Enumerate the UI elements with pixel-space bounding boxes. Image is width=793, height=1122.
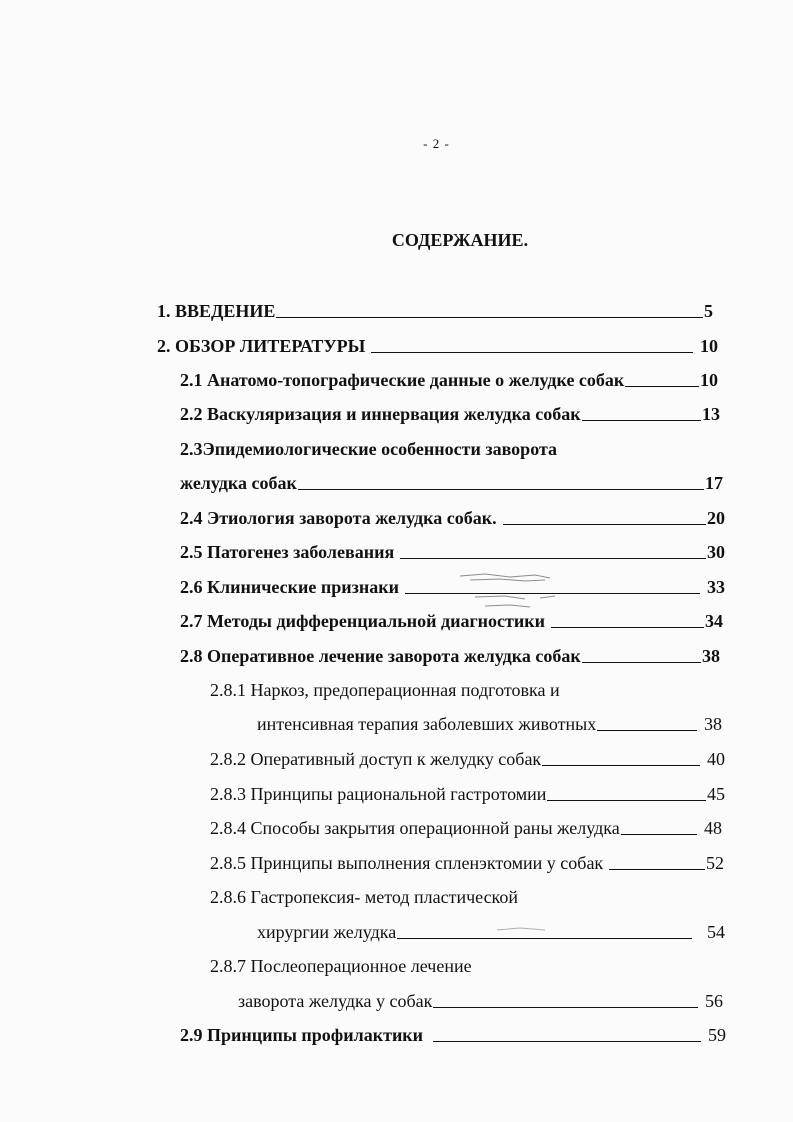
toc-entry-text: 2.8.2 Оперативный доступ к желудку собак bbox=[210, 749, 542, 769]
leader-line bbox=[371, 352, 693, 353]
toc-entry-2-5 bbox=[180, 541, 725, 563]
toc-page-number: 45 bbox=[707, 784, 725, 804]
toc-entry-2-6 bbox=[180, 576, 725, 598]
leader-line bbox=[621, 834, 697, 835]
toc-entry-text: 2.6 Клинические признаки bbox=[180, 577, 399, 597]
toc-entry-2-2 bbox=[180, 403, 720, 425]
toc-page-number: 54 bbox=[707, 922, 725, 942]
toc-page-number: 33 bbox=[707, 577, 725, 597]
leader-line bbox=[503, 524, 706, 525]
toc-entry-text: желудка собак bbox=[180, 473, 297, 493]
toc-entry-2-8-1-line1 bbox=[210, 679, 560, 701]
toc-entry-2-9 bbox=[180, 1024, 726, 1046]
toc-entry-text: 2.1 Анатомо-топографические данные о желудке собак bbox=[180, 370, 625, 390]
toc-page-number: 5 bbox=[704, 301, 713, 321]
leader-line bbox=[597, 730, 697, 731]
leader-line bbox=[433, 1007, 698, 1008]
toc-entry-text: 2.8.4 Способы закрытия операционной раны желудка bbox=[210, 818, 620, 838]
toc-page-number: 20 bbox=[707, 508, 725, 528]
toc-entry-2-8-2 bbox=[210, 748, 725, 770]
scan-smudge bbox=[495, 922, 555, 936]
toc-entry-text: 2.7 Методы дифференциальной диагностики bbox=[180, 611, 545, 631]
page-title: СОДЕРЖАНИЕ. bbox=[391, 230, 529, 250]
toc-entry-text: 2.3Эпидемиологические особенности заворота bbox=[180, 439, 558, 459]
toc-entry-text: 2.8 Оперативное лечение заворота желудка собак bbox=[180, 646, 581, 666]
toc-entry-2-8-5 bbox=[210, 852, 724, 874]
leader-line bbox=[397, 938, 692, 939]
toc-entry-text: 2.9 Принципы профилактики bbox=[180, 1025, 424, 1045]
toc-entry-2 bbox=[157, 335, 718, 357]
leader-line bbox=[547, 800, 706, 801]
toc-entry-2-8-6-line1 bbox=[210, 886, 518, 908]
toc-page-number: 40 bbox=[707, 749, 725, 769]
toc-entry-2-8 bbox=[180, 645, 720, 667]
toc-entry-2-3 bbox=[180, 472, 723, 494]
toc-entry-text: 2. ОБЗОР ЛИТЕРАТУРЫ bbox=[157, 336, 366, 356]
toc-entry-2-7 bbox=[180, 610, 723, 632]
leader-line bbox=[298, 489, 704, 490]
leader-line bbox=[433, 1041, 701, 1042]
leader-line bbox=[625, 386, 699, 387]
toc-entry-2-8-4 bbox=[210, 817, 722, 839]
toc-entry-text: 2.5 Патогенез заболевания bbox=[180, 542, 395, 562]
toc-page-number: 34 bbox=[705, 611, 723, 631]
toc-entry-text: 2.2 Васкуляризация и иннервация желудка собак bbox=[180, 404, 581, 424]
toc-entry-text: 2.8.1 Наркоз, предоперационная подготовка и bbox=[210, 680, 560, 700]
page-number: - 2 - bbox=[423, 136, 450, 151]
leader-line bbox=[551, 627, 704, 628]
toc-entry-text: 2.8.7 Послеоперационное лечение bbox=[210, 956, 472, 976]
toc-entry-2-8-7 bbox=[238, 990, 723, 1012]
toc-entry-text: хирургии желудка bbox=[257, 922, 397, 942]
toc-page-number: 10 bbox=[700, 370, 718, 390]
scan-smudge bbox=[455, 570, 565, 615]
toc-page-number: 38 bbox=[702, 646, 720, 666]
leader-line bbox=[276, 317, 703, 318]
toc-entry-text: 2.8.6 Гастропексия- метод пластической bbox=[210, 887, 519, 907]
toc-entry-2-8-1 bbox=[257, 713, 722, 735]
toc-entry-2-1 bbox=[180, 369, 718, 391]
toc-page-number: 59 bbox=[708, 1025, 726, 1045]
toc-entry-text: 1. ВВЕДЕНИЕ bbox=[157, 301, 276, 321]
toc-entry-2-8-7-line1 bbox=[210, 955, 472, 977]
toc-page-number: 17 bbox=[705, 473, 723, 493]
leader-line bbox=[582, 420, 701, 421]
toc-page-number: 38 bbox=[704, 714, 722, 734]
toc-entry-text: 2.8.3 Принципы рациональной гастротомии bbox=[210, 784, 547, 804]
toc-entry-2-8-3 bbox=[210, 783, 725, 805]
toc-entry-text: интенсивная терапия заболевших животных bbox=[257, 714, 597, 734]
toc-entry-text: заворота желудка у собак bbox=[238, 991, 433, 1011]
toc-page-number: 48 bbox=[704, 818, 722, 838]
leader-line bbox=[609, 869, 705, 870]
leader-line bbox=[542, 765, 700, 766]
toc-entry-2-4 bbox=[180, 507, 725, 529]
leader-line bbox=[582, 662, 701, 663]
toc-entry-text: 2.4 Этиология заворота желудка собак. bbox=[180, 508, 497, 528]
toc-page-number: 10 bbox=[700, 336, 718, 356]
toc-page-number: 56 bbox=[705, 991, 723, 1011]
toc-entry-2-8-6 bbox=[257, 921, 725, 943]
leader-line bbox=[400, 558, 706, 559]
toc-page-number: 30 bbox=[707, 542, 725, 562]
toc-page-number: 13 bbox=[702, 404, 720, 424]
toc-entry-text: 2.8.5 Принципы выполнения спленэктомии у собак bbox=[210, 853, 604, 873]
toc-entry-1 bbox=[157, 300, 713, 322]
toc-page-number: 52 bbox=[706, 853, 724, 873]
toc-entry-2-3-line1 bbox=[180, 438, 557, 460]
